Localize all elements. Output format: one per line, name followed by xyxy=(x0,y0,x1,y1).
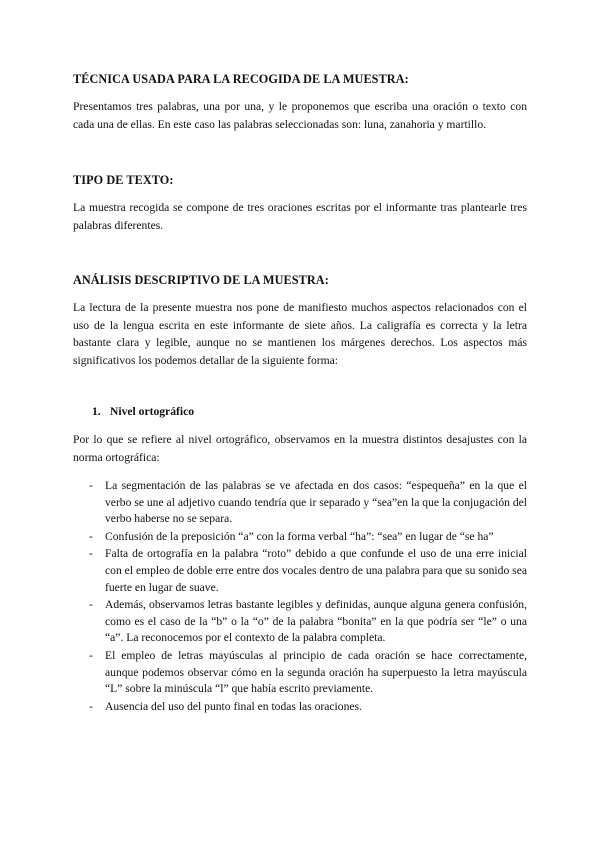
bullet-dash: - xyxy=(89,598,93,612)
bullet-dash: - xyxy=(89,547,93,561)
bullet-dash: - xyxy=(89,529,93,543)
list-item-text: La segmentación de las palabras se ve afectada en dos casos: “espequeña” en la que el verbo se une al adjetivo cuando tendría que ir separado y “sea”en la que la conjugación del verbo haberse no se separa. xyxy=(105,479,527,526)
list-item xyxy=(73,648,527,698)
list-item-text: Confusión de la preposición “a” con la forma verbal “ha”: “sea” en lugar de “se ha” xyxy=(105,529,494,543)
heading-analisis: ANÁLISIS DESCRIPTIVO DE LA MUESTRA: xyxy=(73,273,329,287)
heading-title: Nivel ortográfico xyxy=(110,405,195,418)
list-item-text: El empleo de letras mayúsculas al principio de cada oración se hace correctamente, aunque podemos observar cómo en la segunda oración ha superpuesto la letra mayúscula “L” sobre la minúscula “l” que había escrito previamente. xyxy=(105,648,527,696)
heading-number: 1. xyxy=(92,405,101,418)
list-item-text: Falta de ortografía en la palabra “roto” debido a que confunde el uso de una erre inicial con el empleo de doble erre entre dos vocales dentro de una palabra para que su sonido sea fuerte en lugar de suave. xyxy=(105,547,527,594)
list-item xyxy=(73,699,527,716)
bullet-dash: - xyxy=(89,699,93,713)
bullet-dash: - xyxy=(89,648,93,662)
list-item xyxy=(73,597,527,647)
list-item-text: Además, observamos letras bastante legibles y definidas, aunque alguna genera confusión, como es el caso de la “b” o la “o” de la palabra “bonita” en la que podría ser “le” o una “a”. La reconocemos por el contexto de la palabra completa. xyxy=(105,598,527,645)
bullet-list xyxy=(73,478,527,715)
list-item xyxy=(73,546,527,596)
paragraph-tipo-de-texto: La muestra recogida se compone de tres oraciones escritas por el informante tras plantearle tres palabras diferentes. xyxy=(73,201,527,232)
bullet-dash: - xyxy=(89,479,93,492)
list-item xyxy=(73,529,527,546)
heading-nivel-ortografico xyxy=(92,404,194,420)
list-item xyxy=(73,478,527,528)
list-item-text: Ausencia del uso del punto final en todas las oraciones. xyxy=(105,699,362,713)
paragraph-tecnica: Presentamos tres palabras, una por una, y le proponemos que escriba una oración o texto con cada una de ellas. En este caso las palabras seleccionadas son: luna, zanahoria y martillo. xyxy=(73,100,527,131)
paragraph-analisis: La lectura de la presente muestra nos pone de manifiesto muchos aspectos relacionados con el uso de la lengua escrita en este informante de siete años. La caligrafía es correcta y la letra bastante clara y legible, aunque no se mantienen los márgenes derechos. Los aspectos más significativos los podemos detallar de la siguiente forma: xyxy=(73,301,527,367)
paragraph-nivel-intro: Por lo que se refiere al nivel ortográfico, observamos en la muestra distintos desajustes con la norma ortográfica: xyxy=(73,433,527,464)
heading-tipo-de-texto: TIPO DE TEXTO: xyxy=(73,173,174,187)
heading-tecnica: TÉCNICA USADA PARA LA RECOGIDA DE LA MUESTRA: xyxy=(73,72,409,86)
